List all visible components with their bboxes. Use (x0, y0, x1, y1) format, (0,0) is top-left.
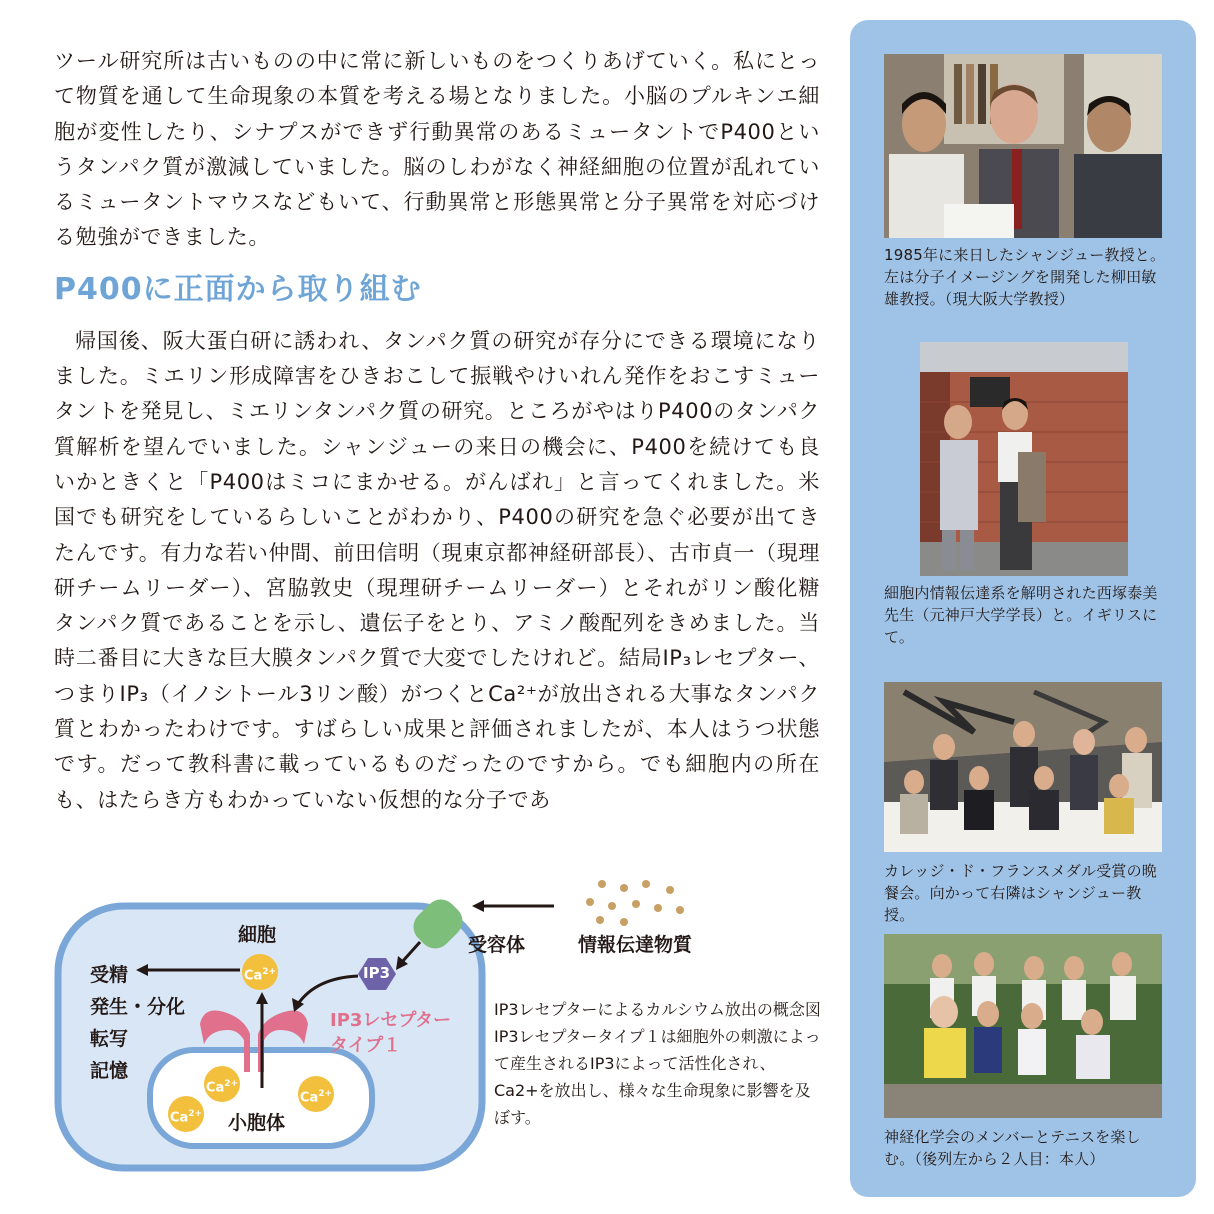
effect-development: 発生・分化 (90, 996, 186, 1018)
ip3-receptor-label: IP3レセプター (330, 1010, 452, 1031)
photo-2-caption: 細胞内情報伝達系を解明された西塚泰美先生（元神戸大学学長）と。イギリスにて。 (884, 584, 1158, 646)
effect-fertilization: 受精 (90, 964, 129, 986)
calcium-ion-er-2: $Ca^{2+}$ (168, 1096, 204, 1132)
section-heading: P400に正面から取り組む (54, 271, 422, 307)
paragraph-1: ツール研究所は古いものの中に常に新しいものをつくりあげていく。私にとって物質を通して生命現象の本質を考える場となりました。小脳のプルキンエ細胞が変性したり、シナプスができず行動異常のあるミュータントでP400というタンパク質が激減していました。脳のしわがなく神経細胞の位置が乱れているミュータントマウスなどもいて、行動異常と形態異常と分子異常を対応づける勉強ができました。 (54, 49, 820, 250)
main-article (54, 44, 820, 818)
diagram-caption-title: IP3レセプターによるカルシウム放出の概念図 (494, 1000, 821, 1019)
effect-memory: 記憶 (90, 1060, 129, 1082)
diagram-caption (494, 996, 824, 1131)
photo-college-de-france-dinner (884, 682, 1162, 852)
photo-changeux-visit (884, 54, 1162, 238)
calcium-ion-er-3: $Ca^{2+}$ (298, 1076, 334, 1112)
paragraph-2: 帰国後、阪大蛋白研に誘われ、タンパク質の研究が存分にできる環境になりました。ミエリン形成障害をひきおこして振戦やけいれん発作をおこすミュータントを発見し、ミエリンタンパク質の研究。ところがやはりP400のタンパク質解析を望んでいました。シャンジューの来日の機会に、P400を続けても良いかときくと「P400はミコにまかせる。がんばれ」と言ってくれました。米国でも研究をしているらしいことがわかり、P400の研究を急ぐ必要が出てきたんです。有力な若い仲間、前田信明（現東京都神経研部長）、古市貞一（現理研チームリーダー）、宮脇敦史（現理研チームリーダー）とそれがリン酸化糖タンパク質であることを示し、遺伝子をとり、アミノ酸配列をきめました。当時二番目に大きな巨大膜タンパク質で大変でしたけれど。結局IP₃レセプター、つまりIP₃（イノシトール3リン酸）がつくとCa²⁺が放出される大事なタンパク質とわかったわけです。すばらしい成果と評価されましたが、本人はうつ状態です。だって教科書に載っているものだったのですから。でも細胞内の所在も、はたらき方もわかっていない仮想的な分子であ (54, 328, 820, 812)
photo-4-caption: 神経化学会のメンバーとテニスを楽しむ。（後列左から２人目：本人） (884, 1128, 1141, 1168)
photo-nishizuka-england (920, 342, 1128, 576)
photo-sidebar (850, 20, 1196, 1197)
ip3-receptor-diagram (54, 876, 554, 1176)
photo-3-caption: カレッジ・ド・フランスメダル受賞の晩餐会。向かって右隣はシャンジュー教授。 (884, 862, 1158, 924)
calcium-ion-cytosol: $Ca^{2+}$ (242, 954, 278, 990)
photo-1-caption: 1985年に来日したシャンジュー教授と。左は分子イメージングを開発した柳田敏雄教授。（現大阪大学教授） (884, 246, 1166, 308)
diagram-caption-text: IP3レセプタータイプ１は細胞外の刺激によって産生されるIP3によって活性化され、Ca2+を放出し、様々な生命現象に影響を及ぼす。 (494, 1027, 821, 1127)
photo-tennis-group (884, 934, 1162, 1118)
cell-label: 細胞 (238, 924, 277, 946)
effect-transcription: 転写 (90, 1028, 129, 1050)
ip3-molecule-label: IP3 (363, 964, 391, 982)
messenger-label: 情報伝達物質 (578, 934, 693, 956)
messenger-particles (580, 876, 690, 926)
calcium-ion-er-1: $Ca^{2+}$ (204, 1066, 240, 1102)
ip3-receptor-type-label: タイプ１ (330, 1035, 402, 1056)
receptor-label: 受容体 (468, 934, 526, 956)
er-label: 小胞体 (228, 1112, 286, 1134)
